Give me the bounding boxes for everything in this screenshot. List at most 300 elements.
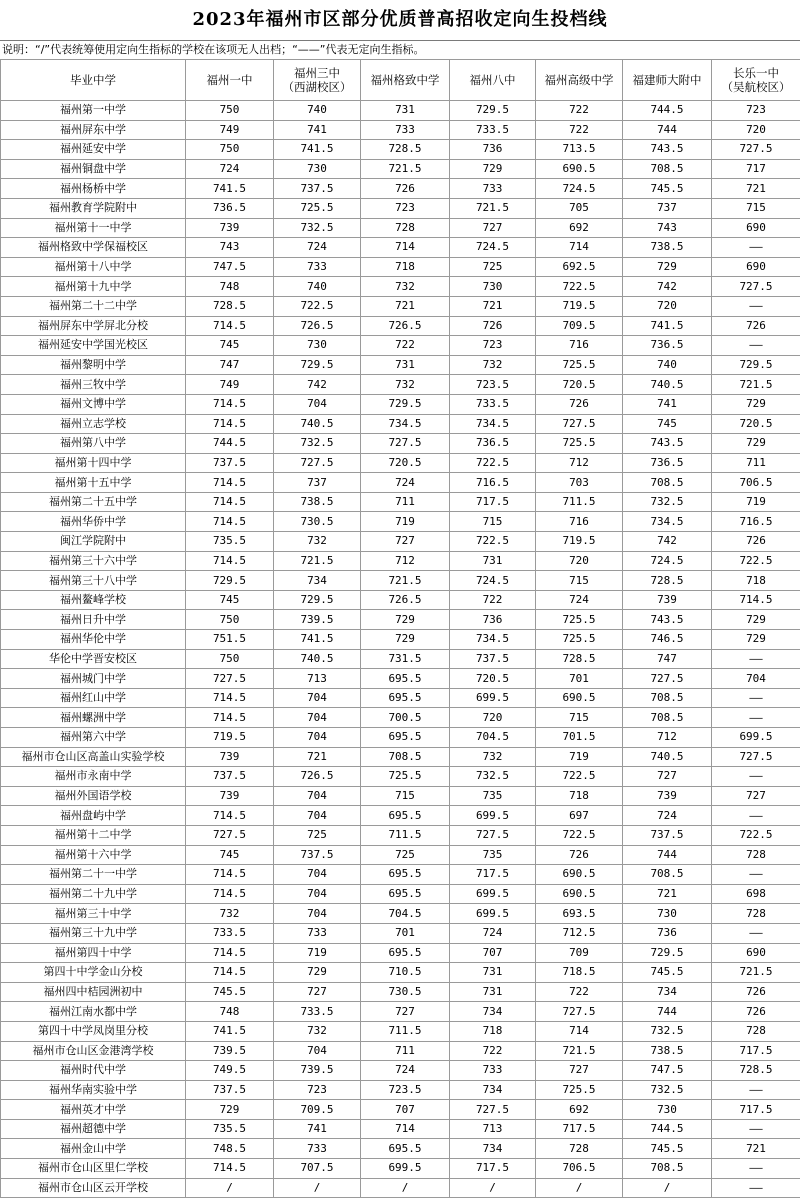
score-cell: 707 [450, 943, 536, 963]
score-cell: 747.5 [186, 257, 274, 277]
score-cell: 739.5 [186, 1041, 274, 1061]
table-row [1, 394, 800, 414]
table-row [1, 610, 800, 630]
score-cell: 715 [712, 198, 800, 218]
score-cell: 733 [450, 1061, 536, 1081]
score-cell: 726 [450, 316, 536, 336]
score-cell: 695.5 [361, 806, 450, 826]
score-cell: 704 [274, 806, 361, 826]
score-cell: 725.5 [536, 355, 623, 375]
score-cell: 734 [623, 982, 712, 1002]
score-cell: 704 [712, 669, 800, 689]
score-cell: 738.5 [623, 238, 712, 258]
score-cell: 713 [274, 669, 361, 689]
school-name-cell: 福州日升中学 [1, 610, 186, 630]
column-header-fuzhou-senior: 福州高级中学 [536, 60, 623, 101]
score-cell: 701 [536, 669, 623, 689]
table-row [1, 728, 800, 748]
school-name-cell: 福州文博中学 [1, 394, 186, 414]
score-cell: 714 [536, 238, 623, 258]
score-cell: 741.5 [186, 179, 274, 199]
score-cell: 717.5 [450, 492, 536, 512]
score-cell: 736.5 [623, 453, 712, 473]
score-cell: 715 [536, 708, 623, 728]
score-cell: 737.5 [450, 649, 536, 669]
score-cell: 742 [623, 277, 712, 297]
school-name-cell: 福州教育学院附中 [1, 198, 186, 218]
school-name-cell: 福州第十九中学 [1, 277, 186, 297]
score-cell: 715 [536, 571, 623, 591]
score-cell: 729.5 [186, 571, 274, 591]
table-row [1, 257, 800, 277]
score-cell: 690.5 [536, 865, 623, 885]
school-name-cell: 第四十中学凤岗里分校 [1, 1021, 186, 1041]
score-cell: 716 [536, 512, 623, 532]
score-cell: 726.5 [274, 767, 361, 787]
score-cell: 737.5 [186, 453, 274, 473]
score-cell: 729 [712, 394, 800, 414]
score-cell: 699.5 [450, 904, 536, 924]
score-cell: 745 [186, 845, 274, 865]
score-cell: 718 [450, 1021, 536, 1041]
score-cell: 722 [536, 101, 623, 121]
table-row [1, 806, 800, 826]
score-cell: 727.5 [712, 277, 800, 297]
score-cell: 721.5 [712, 963, 800, 983]
school-name-cell: 福州第三十九中学 [1, 923, 186, 943]
score-cell: 725.5 [274, 198, 361, 218]
school-name-cell: 福州延安中学 [1, 140, 186, 160]
score-cell: 740 [274, 277, 361, 297]
score-cell: 729.5 [712, 355, 800, 375]
school-name-cell: 福州时代中学 [1, 1061, 186, 1081]
score-cell: 724 [186, 159, 274, 179]
score-cell: 727.5 [712, 747, 800, 767]
score-cell: 728 [712, 845, 800, 865]
score-cell: 731 [361, 355, 450, 375]
table-row [1, 669, 800, 689]
score-cell: 721.5 [450, 198, 536, 218]
column-header-graduate-school: 毕业中学 [1, 60, 186, 101]
score-cell: 732 [274, 1021, 361, 1041]
score-cell: 712 [623, 728, 712, 748]
score-cell: 732.5 [623, 1080, 712, 1100]
score-cell: 750 [186, 101, 274, 121]
score-cell: 704 [274, 865, 361, 885]
table-row [1, 688, 800, 708]
score-cell: 749 [186, 375, 274, 395]
score-cell: 721 [274, 747, 361, 767]
score-cell: 729 [623, 257, 712, 277]
score-cell: 690.5 [536, 688, 623, 708]
score-cell: / [623, 1178, 712, 1198]
score-cell: 690 [712, 218, 800, 238]
score-cell: / [450, 1178, 536, 1198]
score-cell: 744.5 [186, 434, 274, 454]
score-cell: 711 [712, 453, 800, 473]
score-cell: 729.5 [274, 355, 361, 375]
table-row [1, 708, 800, 728]
table-row [1, 904, 800, 924]
score-cell: 732.5 [623, 1021, 712, 1041]
score-cell: 714 [361, 238, 450, 258]
score-cell: 704 [274, 1041, 361, 1061]
score-cell: 735 [450, 845, 536, 865]
score-cell: 695.5 [361, 1139, 450, 1159]
score-cell: 740.5 [623, 747, 712, 767]
score-cell: 728 [712, 904, 800, 924]
school-name-cell: 福州第三十中学 [1, 904, 186, 924]
school-name-cell: 福州第二十九中学 [1, 884, 186, 904]
table-row [1, 1178, 800, 1198]
school-name-cell: 福州市仓山区金港湾学校 [1, 1041, 186, 1061]
score-cell: 730.5 [274, 512, 361, 532]
score-cell: 732.5 [274, 434, 361, 454]
column-header-fuzhou-no3: 福州三中 （西湖校区） [274, 60, 361, 101]
score-cell: 720 [623, 296, 712, 316]
score-cell: —— [712, 649, 800, 669]
score-cell: 723.5 [361, 1080, 450, 1100]
table-row [1, 767, 800, 787]
score-cell: 725.5 [536, 1080, 623, 1100]
score-cell: 690 [712, 943, 800, 963]
table-row [1, 1119, 800, 1139]
score-cell: 726 [712, 982, 800, 1002]
score-cell: 732.5 [623, 492, 712, 512]
score-cell: 750 [186, 140, 274, 160]
score-cell: 726 [361, 179, 450, 199]
table-row [1, 1061, 800, 1081]
score-cell: 736 [450, 140, 536, 160]
score-cell: 711.5 [361, 1021, 450, 1041]
score-cell: 713.5 [536, 140, 623, 160]
score-cell: 737.5 [186, 767, 274, 787]
score-cell: 699.5 [450, 688, 536, 708]
score-cell: 714.5 [186, 708, 274, 728]
score-cell: 709.5 [536, 316, 623, 336]
score-cell: 717.5 [450, 865, 536, 885]
school-name-cell: 福州屏东中学 [1, 120, 186, 140]
score-cell: 722.5 [536, 767, 623, 787]
score-cell: 733.5 [186, 923, 274, 943]
score-cell: 714.5 [186, 512, 274, 532]
score-cell: 730 [623, 904, 712, 924]
column-header-fujian-normal-affiliated: 福建师大附中 [623, 60, 712, 101]
score-cell: 742 [274, 375, 361, 395]
score-cell: 725.5 [536, 434, 623, 454]
score-cell: 723 [361, 198, 450, 218]
score-cell: 741 [274, 1119, 361, 1139]
score-cell: 732.5 [450, 767, 536, 787]
score-cell: 729.5 [623, 943, 712, 963]
score-cell: 740.5 [623, 375, 712, 395]
score-cell: 735 [450, 786, 536, 806]
score-cell: 690 [712, 257, 800, 277]
score-cell: 727.5 [623, 669, 712, 689]
school-name-cell: 福州市仓山区高盖山实验学校 [1, 747, 186, 767]
score-cell: 732 [361, 277, 450, 297]
score-cell: 734.5 [361, 414, 450, 434]
school-name-cell: 福州屏东中学屏北分校 [1, 316, 186, 336]
school-name-cell: 华伦中学晋安校区 [1, 649, 186, 669]
table-row [1, 296, 800, 316]
score-cell: 714.5 [186, 473, 274, 493]
table-row [1, 786, 800, 806]
score-cell: 729 [361, 630, 450, 650]
score-cell: 726.5 [274, 316, 361, 336]
school-name-cell: 闽江学院附中 [1, 532, 186, 552]
score-cell: 714 [361, 1119, 450, 1139]
score-cell: 733 [361, 120, 450, 140]
table-row [1, 375, 800, 395]
score-cell: 711.5 [536, 492, 623, 512]
score-cell: —— [712, 923, 800, 943]
score-cell: 717.5 [712, 1041, 800, 1061]
score-cell: 722 [450, 590, 536, 610]
score-cell: 708.5 [623, 473, 712, 493]
score-cell: 732 [361, 375, 450, 395]
score-cell: —— [712, 1178, 800, 1198]
score-cell: 714.5 [186, 492, 274, 512]
score-cell: 739 [623, 590, 712, 610]
score-cell: 725 [450, 257, 536, 277]
column-header-gezhi: 福州格致中学 [361, 60, 450, 101]
table-row [1, 747, 800, 767]
score-cell: 726.5 [361, 316, 450, 336]
score-cell: 719.5 [536, 296, 623, 316]
score-cell: 740 [274, 101, 361, 121]
school-name-cell: 福州第十六中学 [1, 845, 186, 865]
score-cell: 695.5 [361, 943, 450, 963]
table-row [1, 218, 800, 238]
school-name-cell: 福州超德中学 [1, 1119, 186, 1139]
school-name-cell: 福州外国语学校 [1, 786, 186, 806]
score-cell: 718 [361, 257, 450, 277]
score-cell: 716 [536, 336, 623, 356]
school-name-cell: 福州第二十二中学 [1, 296, 186, 316]
score-cell: 695.5 [361, 669, 450, 689]
score-cell: 707.5 [274, 1159, 361, 1179]
table-row [1, 473, 800, 493]
score-cell: 706.5 [712, 473, 800, 493]
school-name-cell: 福州红山中学 [1, 688, 186, 708]
score-cell: 727.5 [536, 414, 623, 434]
table-row [1, 825, 800, 845]
score-cell: 748 [186, 277, 274, 297]
score-cell: 714.5 [186, 884, 274, 904]
score-cell: 704.5 [361, 904, 450, 924]
score-cell: 713 [450, 1119, 536, 1139]
score-cell: 712 [536, 453, 623, 473]
score-cell: 744.5 [623, 101, 712, 121]
school-name-cell: 福州英才中学 [1, 1100, 186, 1120]
score-cell: 729.5 [361, 394, 450, 414]
table-row [1, 865, 800, 885]
score-cell: 725.5 [536, 630, 623, 650]
table-row [1, 414, 800, 434]
score-cell: 743 [623, 218, 712, 238]
score-cell: 716.5 [450, 473, 536, 493]
score-cell: 714.5 [186, 551, 274, 571]
score-cell: 743.5 [623, 434, 712, 454]
score-cell: —— [712, 238, 800, 258]
score-cell: 732.5 [274, 218, 361, 238]
score-cell: 715 [450, 512, 536, 532]
score-cell: 719 [536, 747, 623, 767]
score-cell: 707 [361, 1100, 450, 1120]
score-cell: 706.5 [536, 1159, 623, 1179]
score-cell: 744 [623, 1002, 712, 1022]
table-row [1, 101, 800, 121]
score-cell: 751.5 [186, 630, 274, 650]
table-row [1, 963, 800, 983]
score-cell: 720.5 [712, 414, 800, 434]
table-row [1, 1159, 800, 1179]
score-cell: 745 [186, 590, 274, 610]
score-cell: 721 [361, 296, 450, 316]
score-cell: 733.5 [450, 120, 536, 140]
school-name-cell: 福州第三十六中学 [1, 551, 186, 571]
score-cell: 698 [712, 884, 800, 904]
score-cell: 717.5 [450, 1159, 536, 1179]
score-cell: 690.5 [536, 159, 623, 179]
table-row [1, 649, 800, 669]
score-cell: 727.5 [450, 1100, 536, 1120]
score-cell: 737.5 [186, 1080, 274, 1100]
school-name-cell: 福州盘屿中学 [1, 806, 186, 826]
school-name-cell: 福州第十四中学 [1, 453, 186, 473]
score-cell: 728.5 [623, 571, 712, 591]
score-cell: 704 [274, 688, 361, 708]
score-cell: 704.5 [450, 728, 536, 748]
score-cell: 741 [274, 120, 361, 140]
score-cell: 721 [712, 1139, 800, 1159]
score-cell: 714.5 [186, 806, 274, 826]
score-cell: 727.5 [186, 825, 274, 845]
score-cell: 737.5 [274, 845, 361, 865]
score-cell: 724 [274, 238, 361, 258]
score-cell: 704 [274, 394, 361, 414]
score-cell: 717 [712, 159, 800, 179]
score-cell: 734 [450, 1080, 536, 1100]
score-cell: / [536, 1178, 623, 1198]
score-cell: 695.5 [361, 865, 450, 885]
score-cell: 730 [274, 336, 361, 356]
score-cell: 733 [274, 257, 361, 277]
score-cell: 737.5 [623, 825, 712, 845]
score-cell: 722.5 [536, 277, 623, 297]
score-cell: 741.5 [623, 316, 712, 336]
score-cell: 747 [186, 355, 274, 375]
table-row [1, 120, 800, 140]
table-row [1, 1100, 800, 1120]
table-row [1, 551, 800, 571]
score-cell: 701.5 [536, 728, 623, 748]
score-cell: 724 [361, 1061, 450, 1081]
score-cell: —— [712, 865, 800, 885]
score-cell: 714.5 [186, 316, 274, 336]
score-cell: 741.5 [274, 630, 361, 650]
school-name-cell: 福州第四十中学 [1, 943, 186, 963]
score-cell: 727.5 [361, 434, 450, 454]
table-row [1, 571, 800, 591]
table-row [1, 453, 800, 473]
school-name-cell: 福州第八中学 [1, 434, 186, 454]
score-cell: —— [712, 1119, 800, 1139]
school-name-cell: 福州第十五中学 [1, 473, 186, 493]
score-cell: 714.5 [186, 394, 274, 414]
score-cell: 735.5 [186, 532, 274, 552]
score-cell: 727 [361, 1002, 450, 1022]
score-cell: 723 [450, 336, 536, 356]
score-cell: 722.5 [712, 551, 800, 571]
score-cell: 741 [623, 394, 712, 414]
score-cell: 749 [186, 120, 274, 140]
score-cell: 728.5 [186, 296, 274, 316]
score-cell: 720 [536, 551, 623, 571]
score-cell: 699.5 [712, 728, 800, 748]
score-cell: 714.5 [186, 1159, 274, 1179]
school-name-cell: 福州第一中学 [1, 101, 186, 121]
score-cell: 699.5 [450, 884, 536, 904]
score-cell: 720.5 [361, 453, 450, 473]
score-cell: 742 [623, 532, 712, 552]
score-cell: 695.5 [361, 688, 450, 708]
score-cell: 733 [274, 1139, 361, 1159]
score-cell: 743.5 [623, 610, 712, 630]
score-cell: 747 [623, 649, 712, 669]
score-cell: 743.5 [623, 140, 712, 160]
score-cell: 736.5 [623, 336, 712, 356]
score-cell: 725.5 [361, 767, 450, 787]
score-cell: 739 [186, 747, 274, 767]
table-row [1, 1002, 800, 1022]
score-cell: 734.5 [623, 512, 712, 532]
score-cell: 722.5 [450, 532, 536, 552]
score-cell: 729 [712, 630, 800, 650]
school-name-cell: 福州铜盘中学 [1, 159, 186, 179]
score-cell: 727.5 [186, 669, 274, 689]
score-cell: 731.5 [361, 649, 450, 669]
score-cell: 722 [361, 336, 450, 356]
score-cell: 737 [623, 198, 712, 218]
school-name-cell: 福州螺洲中学 [1, 708, 186, 728]
score-cell: 708.5 [623, 708, 712, 728]
score-cell: 739.5 [274, 1061, 361, 1081]
school-name-cell: 福州华侨中学 [1, 512, 186, 532]
score-cell: 725.5 [536, 610, 623, 630]
score-cell: 704 [274, 786, 361, 806]
score-cell: 692 [536, 1100, 623, 1120]
score-cell: —— [712, 806, 800, 826]
table-row [1, 277, 800, 297]
score-cell: 736.5 [186, 198, 274, 218]
score-cell: 744 [623, 120, 712, 140]
score-cell: 736.5 [450, 434, 536, 454]
score-cell: 729 [450, 159, 536, 179]
score-cell: 721 [712, 179, 800, 199]
score-cell: 719.5 [186, 728, 274, 748]
table-row [1, 492, 800, 512]
score-cell: 717.5 [712, 1100, 800, 1120]
score-cell: 719 [712, 492, 800, 512]
score-cell: 733 [274, 923, 361, 943]
table-row [1, 1021, 800, 1041]
score-cell: 726 [712, 532, 800, 552]
table-body [1, 101, 800, 1198]
school-name-cell: 福州第六中学 [1, 728, 186, 748]
score-cell: 722 [536, 982, 623, 1002]
